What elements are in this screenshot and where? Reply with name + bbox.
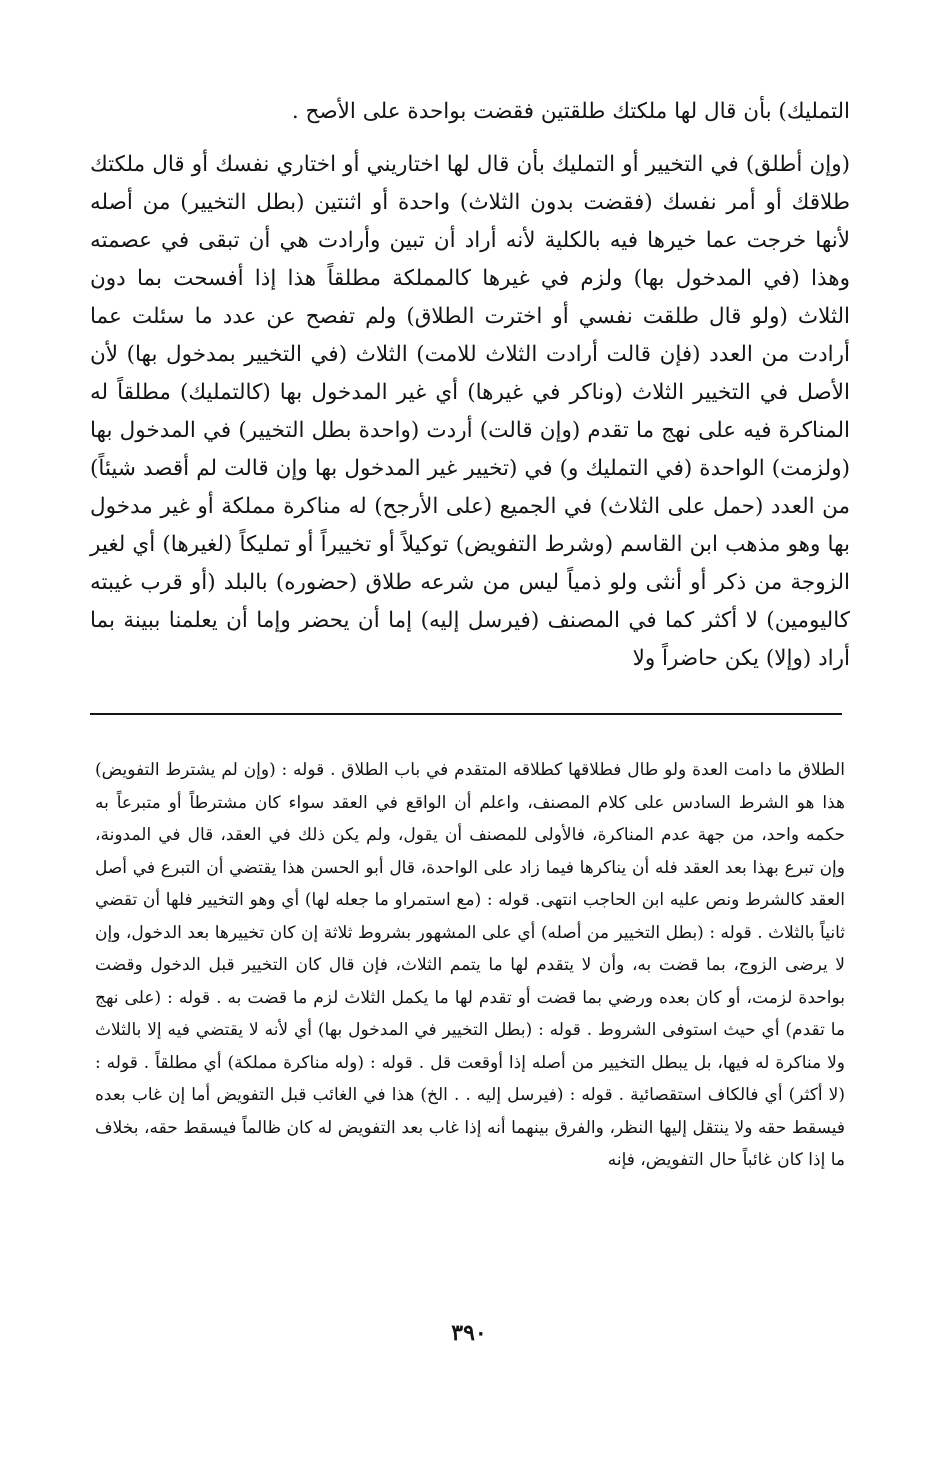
main-text-block — [90, 93, 850, 678]
main-paragraph-2: (وإن أطلق) في التخيير أو التمليك بأن قال لها اختاريني أو اختاري نفسك أو قال ملكتك طلاقك أو أمر نفسك (فقضت بدون الثلاث) واحدة أو اثنتين (بطل التخيير) من أصله لأنها خرجت عما خيرها فيه بالكلية لأنه أراد أن تبين وأرادت هي أن تبقى في عصمته وهذا (في المدخول بها) ولزم في غيرها كالمملكة مطلقاً هذا إذا أفسحت بما دون الثلاث (ولو قال طلقت نفسي أو اخترت الطلاق) ولم تفصح عن عدد ما سئلت عما أرادت من العدد (فإن قالت أرادت الثلاث للامت) الثلاث (في التخيير بمدخول بها) لأن الأصل في التخيير الثلاث (وناكر في غيرها) أي غير المدخول بها (كالتمليك) مطلقاً له المناكرة فيه على نهج ما تقدم (وإن قالت) أردت (واحدة بطل التخيير) في المدخول بها (ولزمت) الواحدة (في التمليك و) في (تخيير غير المدخول بها وإن قالت لم أقصد شيئاً) من العدد (حمل على الثلاث) في الجميع (على الأرجح) له مناكرة مملكة أو غير مدخول بها وهو مذهب ابن القاسم (وشرط التفويض) توكيلاً أو تخييراً أو تمليكاً (لغيرها) أي لغير الزوجة من ذكر أو أنثى ولو ذمياً ليس من شرعه طلاق (حضوره) بالبلد (أو قرب غيبته كاليومين) لا أكثر كما في المصنف (فيرسل إليه) إما أن يحضر وإما أن يعلمنا ببينة بما أراد (وإلا) يكن حاضراً ولا — [90, 152, 850, 671]
page-number: ٣٩٠ — [451, 1320, 487, 1346]
footnote-block — [95, 754, 845, 1177]
footnote-separator — [90, 713, 842, 715]
footnote-paragraph: الطلاق ما دامت العدة ولو طال فطلاقها كطلاقه المتقدم في باب الطلاق . قوله : (وإن لم يشترط التفويض) هذا هو الشرط السادس على كلام المصنف، واعلم أن الواقع في العقد سواء كان مشترطاً أو متبرعاً به حكمه واحد، من جهة عدم المناكرة، فالأولى للمصنف أن يقول، ولم يكن ذلك في العقد، قال في المدونة، وإن تبرع بهذا بعد العقد فله أن يناكرها فيما زاد على الواحدة، قال أبو الحسن هذا يقتضي أن التبرع في أصل العقد كالشرط ونص عليه ابن الحاجب انتهى. قوله : (مع استمراو ما جعله لها) أي وهو التخيير فلها أن تقضي ثانياً بالثلاث . قوله : (بطل التخيير من أصله) أي على المشهور بشروط ثلاثة إن كان تخييرها بعد الدخول، وإن لا يرضى الزوج، بما قضت به، وأن لا يتقدم لها ما يتمم الثلاث، فإن قال كان التخيير قبل الدخول وقضت بواحدة لزمت، أو كان بعده ورضي بما قضت أو تقدم لها ما يكمل الثلاث لزم ما قضت به . قوله : (على نهج ما تقدم) أي حيث استوفى الشروط . قوله : (بطل التخيير في المدخول بها) أي لأنه لا يقتضي فيه إلا بالثلاث ولا مناكرة له فيها، بل يبطل التخيير من أصله إذا أوقعت قل . قوله : (وله مناكرة مملكة) أي مطلقاً . قوله : (لا أكثر) أي فالكاف استقصائية . قوله : (فيرسل إليه . . الخ) هذا في الغائب قبل التفويض أما إن غاب بعده فيسقط حقه ولا ينتقل إليها النظر، والفرق بينهما أنه إذا غاب بعد التفويض له كان ظالماً فيسقط حقه، بخلاف ما إذا كان غائباً حال التفويض، فإنه — [95, 760, 845, 1170]
main-paragraph-1: التمليك) بأن قال لها ملكتك طلقتين فقضت بواحدة على الأصح . — [291, 99, 850, 124]
